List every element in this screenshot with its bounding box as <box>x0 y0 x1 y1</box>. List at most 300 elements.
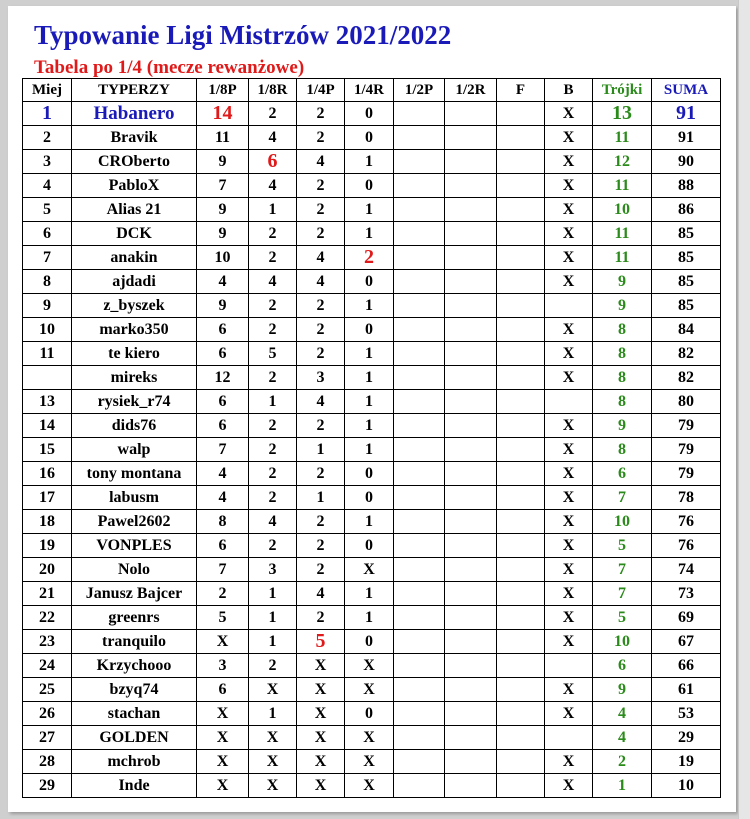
cell-r16b: 1 <box>249 702 297 726</box>
cell-total: 79 <box>652 414 721 438</box>
table-row <box>23 318 721 342</box>
cell-trojki: 5 <box>593 606 652 630</box>
cell-r16b: X <box>249 726 297 750</box>
cell-bonus: X <box>545 342 593 366</box>
cell-r16b: 1 <box>249 198 297 222</box>
cell-r16a: X <box>197 726 249 750</box>
cell-sfa <box>394 294 445 318</box>
cell-total: 84 <box>652 318 721 342</box>
cell-final <box>497 774 545 798</box>
cell-trojki: 8 <box>593 366 652 390</box>
cell-total: 66 <box>652 654 721 678</box>
cell-bonus: X <box>545 126 593 150</box>
header-sfb: 1/2R <box>445 79 497 102</box>
cell-total: 10 <box>652 774 721 798</box>
cell-r16b: 4 <box>249 510 297 534</box>
cell-total: 85 <box>652 222 721 246</box>
cell-rank: 4 <box>23 174 72 198</box>
cell-r16a: 3 <box>197 654 249 678</box>
cell-sfa <box>394 390 445 414</box>
cell-qfa: 2 <box>297 510 345 534</box>
cell-r16a: X <box>197 630 249 654</box>
cell-qfa: 4 <box>297 150 345 174</box>
cell-qfb: 1 <box>345 510 394 534</box>
table-row <box>23 654 721 678</box>
cell-qfa: 4 <box>297 246 345 270</box>
cell-r16a: 6 <box>197 318 249 342</box>
header-row <box>23 79 721 102</box>
cell-r16b: X <box>249 774 297 798</box>
table-row <box>23 726 721 750</box>
cell-qfb: 0 <box>345 270 394 294</box>
cell-final <box>497 150 545 174</box>
cell-trojki: 13 <box>593 102 652 126</box>
cell-sfa <box>394 774 445 798</box>
cell-rank: 7 <box>23 246 72 270</box>
cell-qfb: 1 <box>345 414 394 438</box>
cell-r16a: 9 <box>197 294 249 318</box>
cell-sfa <box>394 582 445 606</box>
cell-rank: 11 <box>23 342 72 366</box>
cell-name: labusm <box>72 486 197 510</box>
cell-trojki: 10 <box>593 198 652 222</box>
cell-name: Alias 21 <box>72 198 197 222</box>
cell-r16a: 6 <box>197 414 249 438</box>
cell-name: tranquilo <box>72 630 197 654</box>
standings-table <box>22 78 721 798</box>
cell-total: 79 <box>652 462 721 486</box>
table-row <box>23 774 721 798</box>
cell-sfb <box>445 150 497 174</box>
cell-sfb <box>445 366 497 390</box>
cell-trojki: 8 <box>593 438 652 462</box>
cell-r16b: X <box>249 750 297 774</box>
cell-rank: 3 <box>23 150 72 174</box>
cell-bonus: X <box>545 774 593 798</box>
cell-final <box>497 534 545 558</box>
cell-bonus <box>545 654 593 678</box>
cell-sfa <box>394 414 445 438</box>
table-row <box>23 750 721 774</box>
cell-sfa <box>394 606 445 630</box>
cell-final <box>497 486 545 510</box>
cell-r16b: 2 <box>249 366 297 390</box>
cell-r16b: 1 <box>249 390 297 414</box>
cell-total: 85 <box>652 246 721 270</box>
cell-name: anakin <box>72 246 197 270</box>
table-row <box>23 438 721 462</box>
cell-rank: 28 <box>23 750 72 774</box>
cell-rank: 13 <box>23 390 72 414</box>
cell-total: 86 <box>652 198 721 222</box>
cell-name: greenrs <box>72 606 197 630</box>
header-total: SUMA <box>652 79 721 102</box>
cell-bonus: X <box>545 630 593 654</box>
cell-qfb: X <box>345 654 394 678</box>
cell-final <box>497 726 545 750</box>
cell-bonus: X <box>545 606 593 630</box>
cell-total: 82 <box>652 366 721 390</box>
cell-r16b: 2 <box>249 486 297 510</box>
cell-trojki: 9 <box>593 678 652 702</box>
cell-qfb: 1 <box>345 150 394 174</box>
cell-trojki: 9 <box>593 414 652 438</box>
cell-rank: 19 <box>23 534 72 558</box>
header-trojki: Trójki <box>593 79 652 102</box>
cell-qfb: 0 <box>345 126 394 150</box>
cell-qfb: 2 <box>345 246 394 270</box>
cell-final <box>497 126 545 150</box>
cell-qfb: X <box>345 678 394 702</box>
cell-trojki: 11 <box>593 222 652 246</box>
cell-sfb <box>445 462 497 486</box>
cell-trojki: 9 <box>593 294 652 318</box>
cell-sfb <box>445 246 497 270</box>
cell-sfb <box>445 414 497 438</box>
table-row <box>23 390 721 414</box>
cell-trojki: 4 <box>593 702 652 726</box>
cell-qfb: 0 <box>345 486 394 510</box>
cell-sfb <box>445 342 497 366</box>
cell-bonus: X <box>545 270 593 294</box>
cell-name: Inde <box>72 774 197 798</box>
cell-total: 78 <box>652 486 721 510</box>
cell-rank: 8 <box>23 270 72 294</box>
cell-rank: 22 <box>23 606 72 630</box>
cell-r16b: 1 <box>249 606 297 630</box>
cell-total: 85 <box>652 270 721 294</box>
cell-trojki: 7 <box>593 582 652 606</box>
cell-trojki: 7 <box>593 558 652 582</box>
cell-sfb <box>445 390 497 414</box>
cell-final <box>497 270 545 294</box>
table-row <box>23 270 721 294</box>
cell-bonus <box>545 390 593 414</box>
vertical-scrollbar[interactable] <box>738 0 750 819</box>
cell-rank: 26 <box>23 702 72 726</box>
cell-bonus <box>545 294 593 318</box>
cell-sfa <box>394 534 445 558</box>
cell-qfb: 0 <box>345 462 394 486</box>
cell-sfa <box>394 174 445 198</box>
cell-sfb <box>445 558 497 582</box>
cell-sfb <box>445 702 497 726</box>
cell-qfb: 1 <box>345 366 394 390</box>
cell-final <box>497 414 545 438</box>
cell-r16b: 2 <box>249 102 297 126</box>
cell-final <box>497 222 545 246</box>
table-row <box>23 534 721 558</box>
cell-qfa: 2 <box>297 534 345 558</box>
cell-r16b: 4 <box>249 174 297 198</box>
cell-r16b: 5 <box>249 342 297 366</box>
cell-sfb <box>445 654 497 678</box>
header-qfb: 1/4R <box>345 79 394 102</box>
cell-rank: 18 <box>23 510 72 534</box>
header-r16b: 1/8R <box>249 79 297 102</box>
cell-trojki: 2 <box>593 750 652 774</box>
cell-rank: 6 <box>23 222 72 246</box>
cell-r16a: 6 <box>197 342 249 366</box>
cell-r16a: 9 <box>197 150 249 174</box>
cell-sfa <box>394 270 445 294</box>
cell-name: CROberto <box>72 150 197 174</box>
cell-qfb: 1 <box>345 438 394 462</box>
cell-qfa: 3 <box>297 366 345 390</box>
cell-r16a: 10 <box>197 246 249 270</box>
cell-r16a: 12 <box>197 366 249 390</box>
cell-trojki: 8 <box>593 318 652 342</box>
cell-total: 91 <box>652 102 721 126</box>
cell-r16a: 7 <box>197 558 249 582</box>
cell-final <box>497 174 545 198</box>
cell-r16b: X <box>249 678 297 702</box>
cell-name: ajdadi <box>72 270 197 294</box>
cell-sfb <box>445 222 497 246</box>
cell-total: 91 <box>652 126 721 150</box>
table-row <box>23 150 721 174</box>
cell-trojki: 7 <box>593 486 652 510</box>
cell-final <box>497 318 545 342</box>
cell-trojki: 8 <box>593 390 652 414</box>
table-row <box>23 222 721 246</box>
cell-qfa: 1 <box>297 438 345 462</box>
cell-trojki: 10 <box>593 630 652 654</box>
cell-bonus: X <box>545 534 593 558</box>
cell-qfa: X <box>297 726 345 750</box>
cell-sfb <box>445 678 497 702</box>
cell-bonus: X <box>545 510 593 534</box>
cell-qfa: X <box>297 750 345 774</box>
cell-sfb <box>445 486 497 510</box>
cell-r16a: 4 <box>197 270 249 294</box>
cell-name: rysiek_r74 <box>72 390 197 414</box>
cell-bonus: X <box>545 582 593 606</box>
cell-qfa: 2 <box>297 414 345 438</box>
cell-sfa <box>394 198 445 222</box>
header-name: TYPERZY <box>72 79 197 102</box>
cell-bonus: X <box>545 246 593 270</box>
cell-bonus: X <box>545 702 593 726</box>
cell-total: 69 <box>652 606 721 630</box>
cell-qfa: X <box>297 654 345 678</box>
cell-name: mchrob <box>72 750 197 774</box>
cell-rank: 17 <box>23 486 72 510</box>
cell-rank: 21 <box>23 582 72 606</box>
header-final: F <box>497 79 545 102</box>
cell-bonus: X <box>545 102 593 126</box>
cell-total: 79 <box>652 438 721 462</box>
cell-r16a: X <box>197 750 249 774</box>
cell-total: 29 <box>652 726 721 750</box>
header-sfa: 1/2P <box>394 79 445 102</box>
cell-bonus: X <box>545 678 593 702</box>
page-title: Typowanie Ligi Mistrzów 2021/2022 <box>34 20 452 50</box>
cell-qfb: X <box>345 750 394 774</box>
cell-sfb <box>445 726 497 750</box>
cell-r16b: 2 <box>249 294 297 318</box>
cell-sfa <box>394 654 445 678</box>
cell-qfb: 0 <box>345 174 394 198</box>
header-rank: Miej <box>23 79 72 102</box>
cell-sfa <box>394 366 445 390</box>
cell-sfa <box>394 678 445 702</box>
cell-final <box>497 654 545 678</box>
cell-total: 88 <box>652 174 721 198</box>
cell-bonus: X <box>545 198 593 222</box>
cell-rank: 15 <box>23 438 72 462</box>
cell-qfb: 1 <box>345 198 394 222</box>
cell-final <box>497 198 545 222</box>
cell-r16a: 4 <box>197 486 249 510</box>
cell-trojki: 11 <box>593 174 652 198</box>
cell-trojki: 6 <box>593 654 652 678</box>
cell-sfa <box>394 438 445 462</box>
cell-r16a: 6 <box>197 390 249 414</box>
standings-body <box>23 102 721 798</box>
cell-sfb <box>445 294 497 318</box>
cell-qfa: 2 <box>297 318 345 342</box>
cell-r16a: 8 <box>197 510 249 534</box>
cell-qfa: 5 <box>297 630 345 654</box>
cell-qfa: X <box>297 678 345 702</box>
cell-sfb <box>445 270 497 294</box>
cell-name: Bravik <box>72 126 197 150</box>
cell-r16b: 2 <box>249 318 297 342</box>
cell-name: Krzychooo <box>72 654 197 678</box>
cell-qfa: 2 <box>297 126 345 150</box>
cell-r16a: X <box>197 774 249 798</box>
cell-sfb <box>445 318 497 342</box>
cell-qfb: 1 <box>345 606 394 630</box>
cell-name: bzyq74 <box>72 678 197 702</box>
cell-bonus: X <box>545 558 593 582</box>
cell-rank: 20 <box>23 558 72 582</box>
cell-final <box>497 342 545 366</box>
cell-rank: 9 <box>23 294 72 318</box>
cell-qfb: X <box>345 558 394 582</box>
cell-name: stachan <box>72 702 197 726</box>
cell-r16b: 3 <box>249 558 297 582</box>
cell-total: 76 <box>652 510 721 534</box>
cell-qfa: X <box>297 774 345 798</box>
table-row <box>23 102 721 126</box>
cell-total: 85 <box>652 294 721 318</box>
cell-name: z_byszek <box>72 294 197 318</box>
cell-final <box>497 678 545 702</box>
cell-final <box>497 750 545 774</box>
cell-qfb: X <box>345 726 394 750</box>
cell-sfa <box>394 726 445 750</box>
cell-r16b: 2 <box>249 438 297 462</box>
cell-rank: 23 <box>23 630 72 654</box>
cell-trojki: 5 <box>593 534 652 558</box>
cell-bonus: X <box>545 438 593 462</box>
cell-trojki: 4 <box>593 726 652 750</box>
cell-r16b: 4 <box>249 126 297 150</box>
header-r16a: 1/8P <box>197 79 249 102</box>
cell-trojki: 6 <box>593 462 652 486</box>
cell-total: 19 <box>652 750 721 774</box>
cell-sfa <box>394 702 445 726</box>
header-qfa: 1/4P <box>297 79 345 102</box>
table-row <box>23 414 721 438</box>
cell-qfb: 1 <box>345 342 394 366</box>
cell-r16a: 7 <box>197 438 249 462</box>
cell-qfa: X <box>297 702 345 726</box>
cell-qfb: 1 <box>345 222 394 246</box>
cell-sfb <box>445 606 497 630</box>
cell-r16a: 6 <box>197 534 249 558</box>
table-row <box>23 366 721 390</box>
cell-bonus: X <box>545 750 593 774</box>
cell-qfa: 2 <box>297 606 345 630</box>
cell-rank: 29 <box>23 774 72 798</box>
cell-r16b: 2 <box>249 246 297 270</box>
page-subtitle: Tabela po 1/4 (mecze rewanżowe) <box>34 57 305 78</box>
cell-name: marko350 <box>72 318 197 342</box>
table-row <box>23 582 721 606</box>
cell-bonus: X <box>545 150 593 174</box>
cell-r16a: 9 <box>197 222 249 246</box>
cell-r16a: 11 <box>197 126 249 150</box>
cell-total: 74 <box>652 558 721 582</box>
cell-sfa <box>394 558 445 582</box>
cell-sfb <box>445 102 497 126</box>
cell-final <box>497 582 545 606</box>
cell-r16a: 9 <box>197 198 249 222</box>
cell-trojki: 10 <box>593 510 652 534</box>
cell-bonus <box>545 726 593 750</box>
cell-sfb <box>445 750 497 774</box>
cell-final <box>497 558 545 582</box>
cell-r16b: 6 <box>249 150 297 174</box>
cell-name: dids76 <box>72 414 197 438</box>
cell-sfa <box>394 318 445 342</box>
cell-rank: 5 <box>23 198 72 222</box>
cell-r16b: 1 <box>249 630 297 654</box>
cell-final <box>497 462 545 486</box>
cell-sfa <box>394 126 445 150</box>
table-row <box>23 294 721 318</box>
cell-qfa: 4 <box>297 582 345 606</box>
cell-rank: 16 <box>23 462 72 486</box>
cell-rank: 10 <box>23 318 72 342</box>
cell-name: DCK <box>72 222 197 246</box>
cell-qfa: 2 <box>297 462 345 486</box>
cell-name: Janusz Bajcer <box>72 582 197 606</box>
cell-r16b: 2 <box>249 222 297 246</box>
cell-sfa <box>394 630 445 654</box>
cell-sfb <box>445 438 497 462</box>
cell-qfb: 0 <box>345 630 394 654</box>
cell-qfb: 1 <box>345 294 394 318</box>
cell-qfb: 0 <box>345 318 394 342</box>
cell-trojki: 9 <box>593 270 652 294</box>
cell-sfa <box>394 222 445 246</box>
cell-r16a: 14 <box>197 102 249 126</box>
cell-rank: 1 <box>23 102 72 126</box>
table-row <box>23 510 721 534</box>
cell-r16b: 2 <box>249 534 297 558</box>
cell-total: 61 <box>652 678 721 702</box>
cell-name: GOLDEN <box>72 726 197 750</box>
cell-sfb <box>445 534 497 558</box>
cell-qfa: 1 <box>297 486 345 510</box>
cell-qfa: 2 <box>297 222 345 246</box>
cell-qfb: 1 <box>345 582 394 606</box>
header-bonus: B <box>545 79 593 102</box>
